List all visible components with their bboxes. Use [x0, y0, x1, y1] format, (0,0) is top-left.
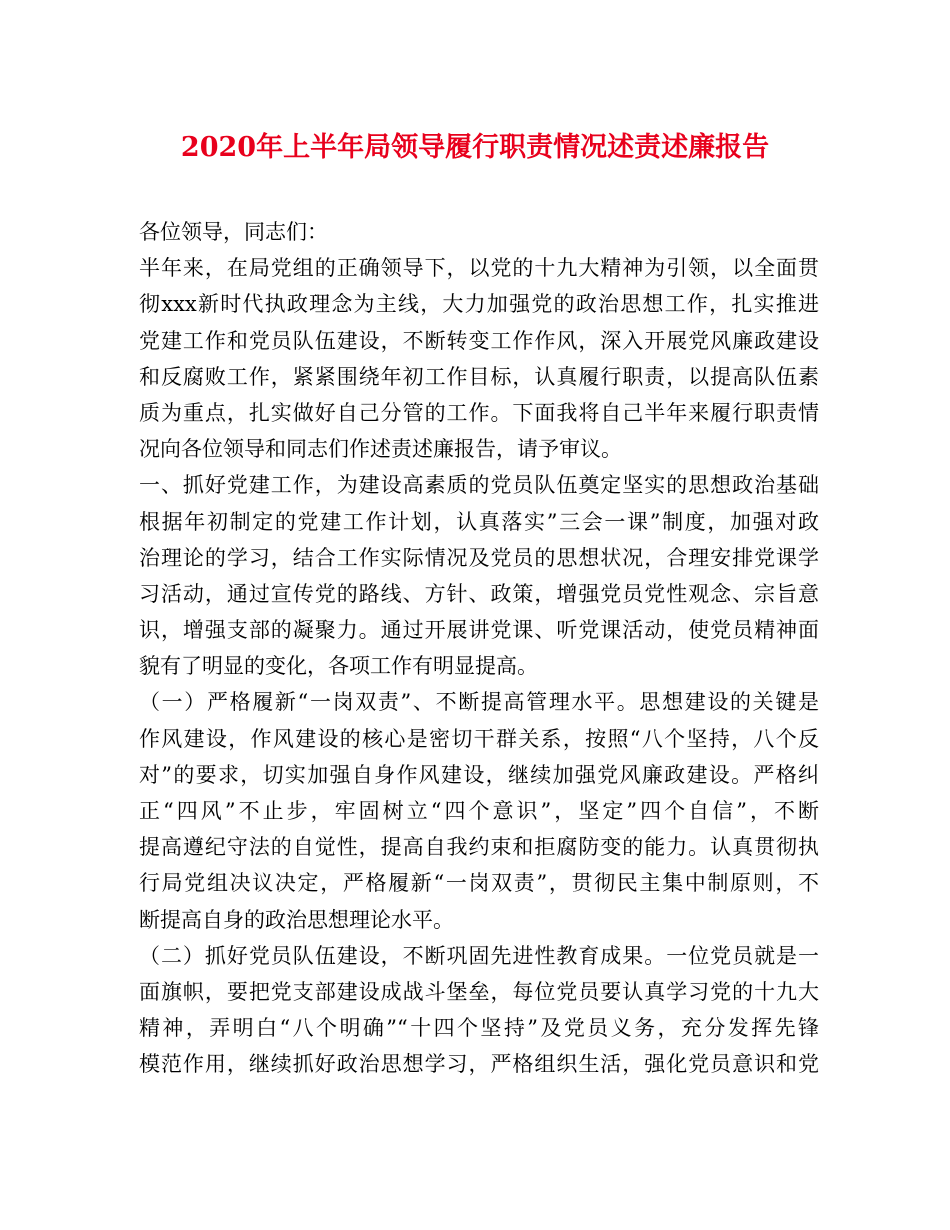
text-line: 识，增强支部的凝聚力。通过开展讲党课、听党课活动，使党员精神面 [139, 618, 819, 643]
text-line: 正“四风”不止步，牢固树立“四个意识”，坚定”四个自信”，不断 [139, 799, 819, 823]
text-line: 彻xxx新时代执政理念为主线，大力加强党的政治思想工作，扎实推进 [139, 292, 819, 317]
text-line: 习活动，通过宣传党的路线、方针、政策，增强党员党性观念、宗旨意 [139, 581, 819, 606]
text-line: 貌有了明显的变化，各项工作有明显提高。 [139, 654, 538, 679]
text-line: 党建工作和党员队伍建设，不断转变工作作风，深入开展党风廉政建设 [139, 328, 819, 353]
text-line: 行局党组决议决定，严格履新“一岗双责”，贯彻民主集中制原则，不 [139, 871, 819, 896]
text-line: 作风建设，作风建设的核心是密切干群关系，按照“八个坚持，八个反 [139, 726, 819, 751]
text-line: 面旗帜，要把党支部建设成战斗堡垒，每位党员要认真学习党的十九大 [139, 979, 819, 1004]
text-line: 根据年初制定的党建工作计划，认真落实”三会一课”制度，加强对政 [139, 509, 819, 534]
text-line: 一、抓好党建工作，为建设高素质的党员队伍奠定坚实的思想政治基础 [139, 473, 819, 498]
text-line: 半年来，在局党组的正确领导下，以党的十九大精神为引领，以全面贯 [139, 256, 819, 281]
document-body [139, 214, 819, 1083]
text-line: 模范作用，继续抓好政治思想学习，严格组织生活，强化党员意识和党 [139, 1052, 819, 1077]
text-line: 治理论的学习，结合工作实际情况及党员的思想状况，合理安排党课学 [139, 545, 819, 570]
text-line: 断提高自身的政治思想理论水平。 [139, 907, 454, 932]
text-line: 各位领导，同志们： [139, 220, 328, 244]
text-line: （二）抓好党员队伍建设，不断巩固先进性教育成果。一位党员就是一 [139, 943, 819, 968]
text-line: 质为重点，扎实做好自己分管的工作。下面我将自己半年来履行职责情 [139, 400, 819, 425]
text-line: （一）严格履新“一岗双责”、不断提高管理水平。思想建设的关键是 [139, 690, 819, 715]
text-line: 提高遵纪守法的自觉性，提高自我约束和拒腐防变的能力。认真贯彻执 [139, 835, 819, 860]
text-line: 精神，弄明白“八个明确”“十四个坚持”及党员义务，充分发挥先锋 [139, 1016, 819, 1041]
text-line: 和反腐败工作，紧紧围绕年初工作目标，认真履行职责，以提高队伍素 [139, 364, 819, 389]
text-line: 对”的要求，切实加强自身作风建设，继续加强党风廉政建设。严格纠 [139, 762, 819, 787]
document-title: 2020年上半年局领导履行职责情况述责述廉报告 [180, 132, 770, 163]
text-line: 况向各位领导和同志们作述责述廉报告，请予审议。 [139, 437, 622, 462]
